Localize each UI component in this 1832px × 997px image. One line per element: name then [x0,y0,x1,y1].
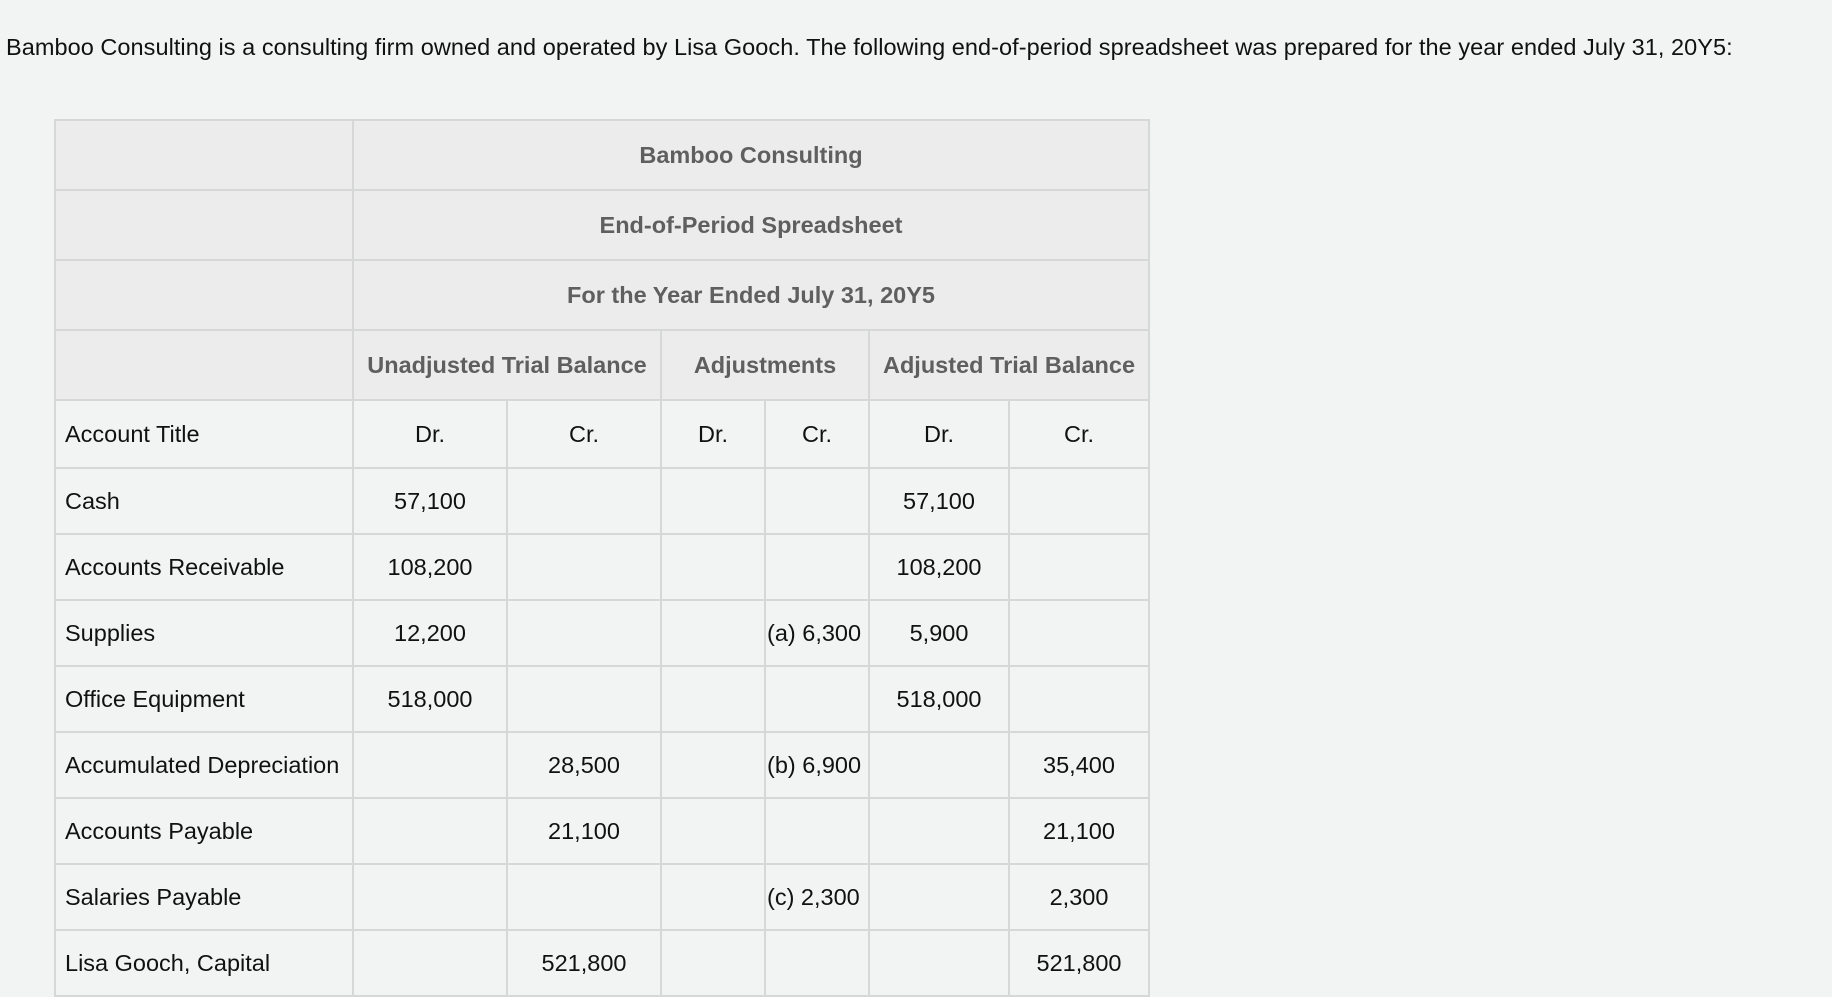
adjustments-cr-cell [765,468,869,534]
company-name: Bamboo Consulting [353,120,1149,190]
table-row [55,468,1149,534]
adjustments-cr-cell: (a) 6,300 [765,600,869,666]
unadjusted-cr-cell: 28,500 [507,732,661,798]
unadjusted-cr-cell: 21,100 [507,798,661,864]
adjusted-dr-cell: 518,000 [869,666,1009,732]
end-of-period-spreadsheet [54,119,1150,997]
unadjusted-dr-header: Dr. [353,400,507,468]
table-row [55,600,1149,666]
adjusted-dr-cell [869,864,1009,930]
adjusted-cr-cell: 21,100 [1009,798,1149,864]
account-title: Accounts Payable [55,798,353,864]
table-row [55,666,1149,732]
adjustments-dr-cell [661,534,765,600]
adjusted-cr-cell [1009,534,1149,600]
adjustments-dr-cell [661,666,765,732]
adjusted-cr-cell: 521,800 [1009,930,1149,996]
adjustments-dr-cell [661,798,765,864]
adjustments-cr-cell [765,666,869,732]
spreadsheet-body [55,468,1149,996]
adjustments-cr-cell [765,534,869,600]
account-title: Accumulated Depreciation [55,732,353,798]
table-row [55,930,1149,996]
column-header-row [55,400,1149,468]
unadjusted-dr-cell: 12,200 [353,600,507,666]
unadjusted-dr-cell [353,732,507,798]
header-blank-cell [55,330,353,400]
unadjusted-cr-cell [507,864,661,930]
adjusted-cr-cell: 35,400 [1009,732,1149,798]
report-title: End-of-Period Spreadsheet [353,190,1149,260]
adjusted-cr-cell [1009,666,1149,732]
unadjusted-dr-cell [353,864,507,930]
adjusted-dr-cell [869,930,1009,996]
spreadsheet-header [55,120,1149,468]
table-row [55,534,1149,600]
table-row [55,864,1149,930]
table-row [55,798,1149,864]
header-row-period [55,260,1149,330]
table-row [55,732,1149,798]
adjustments-dr-cell [661,468,765,534]
group-adjusted-trial-balance: Adjusted Trial Balance [869,330,1149,400]
header-row-company [55,120,1149,190]
adjustments-dr-cell [661,864,765,930]
adjustments-dr-cell [661,600,765,666]
account-title: Cash [55,468,353,534]
unadjusted-dr-cell [353,930,507,996]
header-blank-cell [55,260,353,330]
unadjusted-dr-cell: 57,100 [353,468,507,534]
account-title: Accounts Receivable [55,534,353,600]
account-title-header: Account Title [55,400,353,468]
adjustments-dr-cell [661,732,765,798]
unadjusted-cr-cell [507,666,661,732]
unadjusted-cr-cell: 521,800 [507,930,661,996]
report-period: For the Year Ended July 31, 20Y5 [353,260,1149,330]
adjustments-cr-cell [765,930,869,996]
adjustments-cr-cell [765,798,869,864]
adjusted-cr-cell [1009,468,1149,534]
unadjusted-cr-cell [507,600,661,666]
header-row-groups [55,330,1149,400]
adjustments-cr-header: Cr. [765,400,869,468]
problem-intro-text: Bamboo Consulting is a consulting firm owned and operated by Lisa Gooch. The following end-of-period spreadsheet was prepared for the year ended July 31, 20Y5: [6,34,1733,60]
group-unadjusted-trial-balance: Unadjusted Trial Balance [353,330,661,400]
account-title: Supplies [55,600,353,666]
unadjusted-dr-cell: 108,200 [353,534,507,600]
adjusted-dr-cell [869,798,1009,864]
header-row-report [55,190,1149,260]
adjusted-dr-header: Dr. [869,400,1009,468]
account-title: Office Equipment [55,666,353,732]
adjusted-cr-cell [1009,600,1149,666]
header-blank-cell [55,190,353,260]
adjusted-dr-cell: 108,200 [869,534,1009,600]
unadjusted-cr-header: Cr. [507,400,661,468]
unadjusted-dr-cell: 518,000 [353,666,507,732]
adjusted-dr-cell: 5,900 [869,600,1009,666]
group-adjustments: Adjustments [661,330,869,400]
unadjusted-dr-cell [353,798,507,864]
header-blank-cell [55,120,353,190]
unadjusted-cr-cell [507,468,661,534]
account-title: Salaries Payable [55,864,353,930]
adjusted-cr-header: Cr. [1009,400,1149,468]
adjusted-cr-cell: 2,300 [1009,864,1149,930]
adjustments-dr-header: Dr. [661,400,765,468]
account-title: Lisa Gooch, Capital [55,930,353,996]
adjustments-cr-cell: (b) 6,900 [765,732,869,798]
adjustments-dr-cell [661,930,765,996]
adjusted-dr-cell: 57,100 [869,468,1009,534]
adjustments-cr-cell: (c) 2,300 [765,864,869,930]
unadjusted-cr-cell [507,534,661,600]
adjusted-dr-cell [869,732,1009,798]
